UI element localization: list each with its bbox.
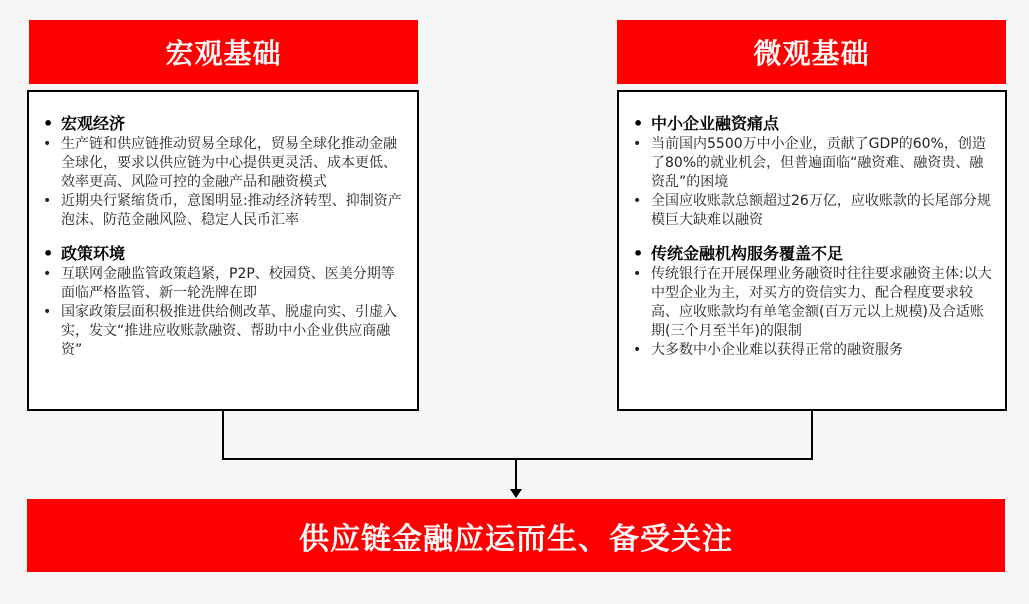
section-heading-text: 中小企业融资痛点: [651, 114, 780, 133]
macro-foundation-title: 宏观基础: [165, 37, 282, 70]
list-item: [631, 135, 995, 192]
arrow-down-icon: [510, 489, 522, 498]
bullet: •: [633, 266, 642, 282]
list-item: [631, 265, 995, 341]
bullet: •: [633, 136, 642, 152]
list-item-text: 传统银行在开展保理业务融资时往往要求融资主体:以大中型企业为主，对买方的资信实力、配合程度要求较高、应收账款均有单笔金额(百万元以上规模)及合适账期(三个月至半年)的限制: [651, 266, 992, 339]
micro-foundation-panel: [617, 90, 1007, 411]
down-connector-line: [515, 458, 517, 491]
bullet: •: [43, 193, 52, 209]
left-connector-line: [222, 411, 224, 460]
section-heading-text: 宏观经济: [61, 114, 126, 133]
list-item: [631, 341, 995, 360]
list-item: [41, 192, 407, 230]
list-item-text: 生产链和供应链推动贸易全球化，贸易全球化推动金融全球化，要求以供应链为中心提供更灵活、成本更低、效率更高、风险可控的金融产品和融资模式: [61, 136, 397, 190]
macro-economy-section: [41, 114, 407, 230]
section-heading: [41, 114, 407, 134]
section-heading-text: 政策环境: [61, 244, 126, 263]
bullet: •: [43, 304, 52, 320]
list-item: [631, 192, 995, 230]
section-heading: [41, 244, 407, 264]
section-heading: [631, 244, 995, 264]
bullet: •: [43, 114, 54, 133]
list-item-text: 大多数中小企业难以获得正常的融资服务: [651, 342, 903, 358]
section-heading-text: 传统金融机构服务覆盖不足: [651, 244, 844, 263]
bullet: •: [43, 136, 52, 152]
list-item: [41, 135, 407, 192]
list-item-text: 近期央行紧缩货币，意图明显:推动经济转型、抑制资产泡沫、防范金融风险、稳定人民币汇率: [61, 193, 402, 228]
bullet: •: [633, 244, 644, 263]
section-heading: [631, 114, 995, 134]
traditional-finance-coverage-section: [631, 244, 995, 360]
list-item-text: 全国应收账款总额超过26万亿，应收账款的长尾部分规模巨大缺难以融资: [651, 193, 991, 228]
macro-foundation-header: [29, 20, 418, 84]
policy-environment-section: [41, 244, 407, 360]
conclusion-banner: [27, 499, 1005, 572]
micro-foundation-header: [617, 20, 1006, 84]
sme-financing-pain-section: [631, 114, 995, 230]
list-item: [41, 303, 407, 360]
list-item-text: 互联网金融监管政策趋紧，P2P、校园贷、医美分期等面临严格监管、新一轮洗牌在即: [61, 266, 395, 301]
list-item: [41, 265, 407, 303]
list-item-text: 当前国内5500万中小企业，贡献了GDP的60%，创造了80%的就业机会，但普遍面临“融资难、融资贵、融资乱”的困境: [651, 136, 986, 190]
bullet: •: [43, 244, 54, 263]
right-connector-line: [811, 411, 813, 460]
bullet: •: [633, 114, 644, 133]
macro-foundation-panel: [27, 90, 419, 411]
conclusion-text: 供应链金融应运而生、备受关注: [299, 521, 733, 557]
bullet: •: [633, 342, 642, 358]
bullet: •: [43, 266, 52, 282]
list-item-text: 国家政策层面积极推进供给侧改革、脱虚向实、引虚入实，发文“推进应收账款融资、帮助中小企业供应商融资”: [61, 304, 397, 358]
micro-foundation-title: 微观基础: [753, 37, 870, 70]
bullet: •: [633, 193, 642, 209]
horizontal-connector-line: [222, 458, 813, 460]
